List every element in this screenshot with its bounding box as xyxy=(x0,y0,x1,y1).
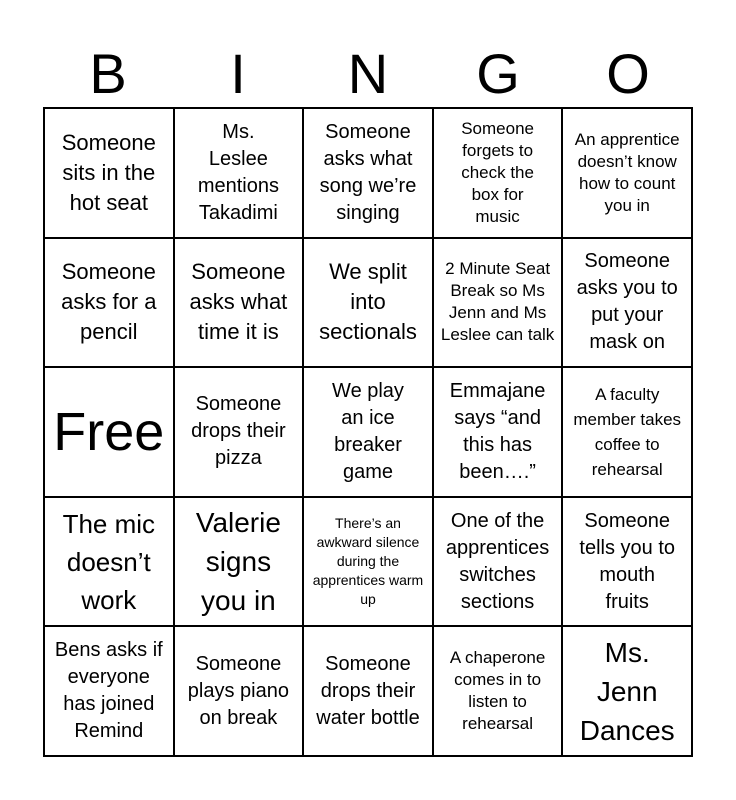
cell-text: Someone sits in the hot seat xyxy=(61,129,156,215)
bingo-cell[interactable] xyxy=(174,108,304,238)
header-letter-i: I xyxy=(230,42,246,105)
bingo-board xyxy=(43,107,693,757)
bingo-cell[interactable] xyxy=(174,367,304,497)
cell-text: Ms. Leslee mentions Takadimi xyxy=(197,120,279,224)
cell-text: Someone plays piano on break xyxy=(187,652,289,729)
bingo-cell[interactable] xyxy=(433,497,563,627)
bingo-cell[interactable] xyxy=(303,367,433,497)
cell-text: Someone asks what time it is xyxy=(189,259,288,345)
bingo-cell[interactable] xyxy=(433,626,563,756)
cell-text: Someone asks you to put your mask on xyxy=(576,250,678,354)
cell-text: We split into sectionals xyxy=(319,259,417,345)
cell-text: A faculty member takes coffee to rehearsal xyxy=(573,384,682,479)
cell-text: Someone asks what song we’re singing xyxy=(319,120,417,224)
cell-text: Ms. Jenn Dances xyxy=(579,636,675,746)
bingo-cell[interactable] xyxy=(562,108,692,238)
bingo-cell[interactable] xyxy=(562,238,692,368)
bingo-cell[interactable] xyxy=(44,367,174,497)
header-letter-b: B xyxy=(89,42,127,105)
cell-text: One of the apprentices switches sections xyxy=(445,509,550,613)
header-letter-n: N xyxy=(347,42,389,105)
header-letter-g: G xyxy=(476,42,520,105)
cell-text: Valerie signs you in xyxy=(195,507,281,617)
cell-text: The mic doesn’t work xyxy=(62,508,156,615)
bingo-cell[interactable] xyxy=(303,626,433,756)
bingo-cell[interactable] xyxy=(44,497,174,627)
bingo-cell[interactable] xyxy=(44,108,174,238)
bingo-cell[interactable] xyxy=(174,497,304,627)
bingo-cell[interactable] xyxy=(562,367,692,497)
header-letter-o: O xyxy=(606,42,650,105)
cell-text: We play an ice breaker game xyxy=(332,379,404,483)
cell-text: Someone drops their pizza xyxy=(191,393,286,470)
bingo-cell[interactable] xyxy=(44,626,174,756)
bingo-cell[interactable] xyxy=(433,367,563,497)
bingo-cell[interactable] xyxy=(562,626,692,756)
cell-text: There’s an awkward silence during the apprentices warm up xyxy=(312,515,424,608)
bingo-cell[interactable] xyxy=(174,626,304,756)
bingo-cell[interactable] xyxy=(562,497,692,627)
bingo-cell[interactable] xyxy=(303,497,433,627)
bingo-cell[interactable] xyxy=(303,238,433,368)
cell-text: Someone forgets to check the box for music xyxy=(461,118,534,226)
cell-text: An apprentice doesn’t know how to count you in xyxy=(574,129,680,215)
cell-text: Bens asks if everyone has joined Remind xyxy=(54,639,163,743)
bingo-header xyxy=(43,44,693,104)
bingo-cell[interactable] xyxy=(44,238,174,368)
cell-text: A chaperone comes in to listen to rehearsal xyxy=(449,648,546,734)
bingo-cell[interactable] xyxy=(433,238,563,368)
cell-text: Someone drops their water bottle xyxy=(316,652,420,729)
cell-text: Someone asks for a pencil xyxy=(61,259,157,345)
cell-text: Someone tells you to mouth fruits xyxy=(579,509,675,613)
cell-text: Emmajane says “and this has been….” xyxy=(449,379,546,483)
cell-text: 2 Minute Seat Break so Ms Jenn and Ms Leslee can talk xyxy=(440,259,555,345)
bingo-cell[interactable] xyxy=(303,108,433,238)
bingo-cell[interactable] xyxy=(174,238,304,368)
cell-text: Free xyxy=(53,401,165,462)
bingo-cell[interactable] xyxy=(433,108,563,238)
